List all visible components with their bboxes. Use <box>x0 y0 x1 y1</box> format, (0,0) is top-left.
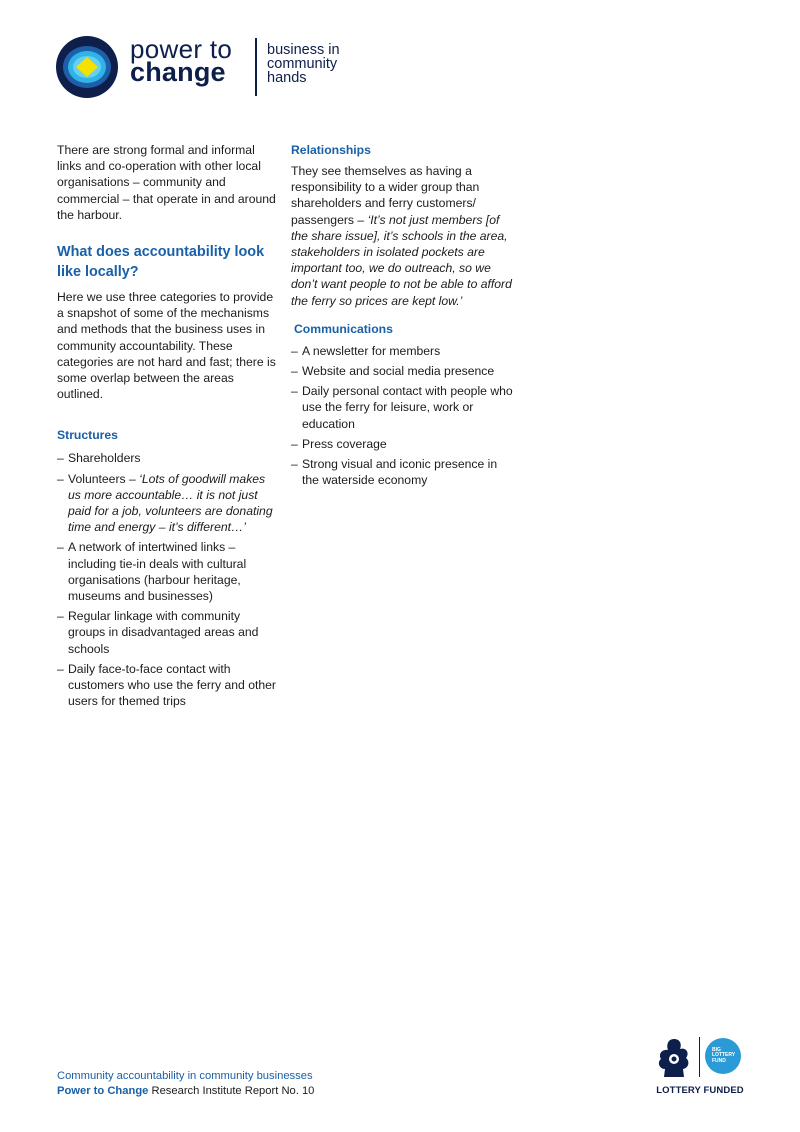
section-paragraph: Here we use three categories to provide a snapshot of some of the mechanisms and methods that the business uses in community accountability. These categories are not hard and fast; there is some overlap between the areas outlined. <box>57 290 276 402</box>
structures-heading: Structures <box>57 428 118 443</box>
footer-brand: Power to Change <box>57 1085 149 1097</box>
list-item <box>57 608 279 657</box>
badge-line: LOTTERY <box>712 1052 736 1059</box>
structures-list <box>57 450 279 709</box>
list-item <box>291 343 516 359</box>
lottery-funded-logo <box>654 1035 746 1095</box>
brand-divider <box>255 38 257 96</box>
list-item-text: Strong visual and iconic presence in the waterside economy <box>302 457 498 488</box>
relationships-heading: Relationships <box>291 143 371 157</box>
relationships-text: They see themselves as having a responsibility to a wider group than shareholders and ferry customers/ passengers – <box>291 164 480 227</box>
badge-line: FUND <box>712 1057 726 1064</box>
list-item-text: A newsletter for members <box>302 343 441 358</box>
list-item-text: Daily personal contact with people who use the ferry for leisure, work or education <box>302 384 513 431</box>
lottery-divider <box>699 1037 700 1077</box>
dash-bullet: – <box>57 661 64 676</box>
left-column <box>57 142 279 713</box>
page-header <box>56 36 396 100</box>
list-item <box>57 450 279 466</box>
list-item <box>57 471 279 536</box>
footer-series-text: Research Institute Report No. 10 <box>148 1085 315 1097</box>
list-item <box>291 436 516 452</box>
tagline-line: hands <box>267 70 307 86</box>
dash-bullet: – <box>291 343 298 358</box>
section-title: What does accountability look like locally? <box>57 244 265 281</box>
dash-bullet: – <box>57 540 64 555</box>
list-item-text: Shareholders <box>68 451 141 466</box>
list-item <box>291 383 516 432</box>
list-item-text: Regular linkage with community groups in disadvantaged areas and schools <box>68 609 259 656</box>
list-item <box>291 456 516 488</box>
brand-line-1: power to <box>130 34 233 64</box>
brand-line-2: change <box>130 57 226 87</box>
communications-list <box>291 343 516 489</box>
lottery-funded-label: LOTTERY FUNDED <box>656 1085 744 1096</box>
communications-heading: Communications <box>294 321 393 336</box>
tagline-line: community <box>267 56 338 72</box>
list-item-text: Website and social media presence <box>302 364 495 379</box>
page-footer <box>57 1069 314 1099</box>
dash-bullet: – <box>57 471 64 486</box>
list-item-text: Press coverage <box>302 436 387 451</box>
big-lottery-fund-badge <box>705 1038 741 1074</box>
list-item-text: A network of intertwined links – including tie-in deals with cultural organisations (harbour heritage, museums and businesses) <box>68 540 247 604</box>
power-to-change-logo-icon <box>56 36 118 98</box>
list-item-text: Daily face-to-face contact with customers who use the ferry and other users for themed trips <box>68 661 276 709</box>
list-item-text: Volunteers – <box>68 471 140 486</box>
brand-tagline <box>267 43 340 85</box>
footer-series <box>57 1084 314 1099</box>
relationships-quote: ‘It’s not just members [of the share issue], it’s schools in the area, stakeholders in isolated pockets are important too, we do outreach, so we don’t want people to not be able to afford the ferry so prices are kept low.’ <box>291 212 512 308</box>
tagline-line: business in <box>267 42 340 58</box>
relationships-paragraph <box>291 163 516 309</box>
dash-bullet: – <box>57 451 64 466</box>
list-item <box>57 539 279 604</box>
dash-bullet: – <box>291 457 298 472</box>
footer-report-title: Community accountability in community businesses <box>57 1070 313 1082</box>
list-item-quote: ‘Lots of goodwill makes us more accountable… it is not just paid for a job, volunteers are donating time and energy – it’s different…’ <box>68 471 273 535</box>
dash-bullet: – <box>291 364 298 379</box>
intro-paragraph: There are strong formal and informal links and co-operation with other local organisations – community and commercial – that operate in and around the harbour. <box>57 143 276 222</box>
dash-bullet: – <box>57 609 64 624</box>
dash-bullet: – <box>291 384 298 399</box>
badge-line: BIG <box>712 1046 721 1053</box>
list-item <box>57 661 279 710</box>
brand-name <box>130 34 233 87</box>
right-column <box>291 142 516 492</box>
list-item <box>291 363 516 379</box>
crossed-fingers-icon <box>654 1035 694 1079</box>
dash-bullet: – <box>291 436 298 451</box>
